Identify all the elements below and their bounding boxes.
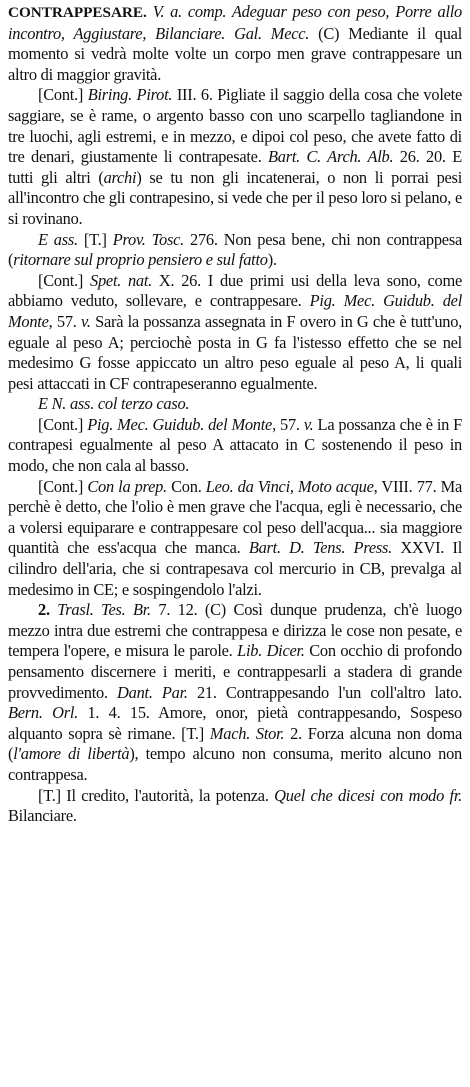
entry-text: Sarà la possanza assegnata in F overo in G che è tutt'uno, eguale al peso A; perciochè posta in G fa l'istesso effetto che se nel medesimo G fosse appiccato un altro peso eguale al peso A, li quali pesi attaccati in CF contrapeseranno egualmente. (8, 311, 462, 393)
citation-italic: Con la prep. (87, 476, 167, 496)
citation-italic: Adeguar peso con peso, Porre allo incontro, Aggiustare, Bilanciare. Gal. Mecc. (8, 2, 463, 43)
entry-text: , VIII. 77. Ma perchè è detto, che l'olio è men grave che l'acqua, egli è necessario, che a volersi equiparare e contrappesare col peso dell'acqua... sia maggiore quantità che ess'acqua che manca. (8, 476, 462, 558)
entry-paragraph (8, 394, 462, 415)
citation-italic: Prov. Tosc. (112, 229, 184, 249)
entry-text: [Cont.] (38, 85, 88, 105)
entry-text: (C) Mediante il qual momento si vedrà molte volte un corpo men grave contrappesare un altro di maggior gravità. (8, 23, 462, 84)
citation-italic: v. (81, 311, 91, 331)
entry-text: [T.] (77, 229, 113, 249)
citation-italic: Mach. Stor. (209, 723, 285, 743)
entry-text: Con. (166, 476, 206, 496)
citation-italic: E ass. (38, 229, 78, 249)
entry-paragraph (8, 477, 462, 601)
entry-text: III. 6. Pigliate il saggio della cosa che volete saggiare, se è rame, o argento basso con uno scarpello tagliandone in tre luochi, agli estremi, e in mezzo, e dipoi col peso, che avete fatto di tre denari, giustamente li contrapesate. (8, 85, 462, 167)
entry-text: [T.] Il credito, l'autorità, la potenza. (38, 785, 275, 805)
entry-text: Con occhio di profondo pensamento discernere i meriti, e contrappesarli a stadera di grande provvedimento. (8, 641, 462, 702)
citation-italic: Biring. Pirot. (87, 85, 173, 105)
entry-text: ), tempo alcuno non consuma, merito alcuno non contrappesa. (8, 744, 462, 784)
citation-italic: v. (303, 414, 314, 434)
citation-italic: Quel che dicesi con modo fr. (274, 785, 462, 805)
entry-paragraph (8, 271, 462, 395)
entry-paragraph (8, 415, 462, 477)
entry-paragraph (8, 230, 462, 271)
entry-text: Bilanciare. (8, 806, 77, 826)
entry-text: [Cont.] (38, 414, 88, 434)
citation-italic: Spet. nat. (90, 270, 153, 290)
entry-paragraph (8, 85, 462, 229)
entry-text: [Cont.] (38, 270, 91, 290)
entry-text: , 57. (48, 311, 82, 331)
citation-italic: Pig. Mec. Guidub. del Monte (87, 414, 273, 434)
citation-italic: Bern. Orl. (8, 703, 79, 723)
citation-italic: Pig. Mec. Guidub. del Monte (8, 291, 463, 331)
entry-paragraph (8, 786, 462, 827)
citation-italic: Dant. Par. (117, 682, 188, 702)
entry-text: 276. Non pesa bene, chi non contrappesa ( (8, 229, 462, 270)
entry-text: 2. (38, 600, 58, 620)
entry-text: 1. 4. 15. Amore, onor, pietà contrappesando, Sospeso alquanto sopra sè rimane. [T.] (8, 703, 462, 743)
entry-text: 21. Contrappesando l'un coll'altro lato. (187, 682, 462, 702)
entry-text: [Cont.] (38, 476, 88, 496)
headword: CONTRAPPESARE. (8, 4, 147, 21)
citation-italic: l'amore di libertà (13, 744, 130, 764)
entry-paragraph (8, 2, 462, 85)
citation-italic: archi (103, 167, 137, 187)
entry-text: 2. Forza alcuna non doma ( (8, 723, 462, 764)
entry-text: La possanza che è in F contrapesi egualmente al peso A attacato in C sostenendo il peso in modo, che non cala al basso. (8, 414, 463, 476)
entry-text: 7. 12. (C) Così dunque prudenza, ch'è luogo mezzo intra due estremi che contrappesa e dirizza le cose non pesate, e tempera l'opere, e misura le parole. (8, 600, 463, 661)
entry-text: ). (267, 250, 277, 270)
citation-italic: Bart. D. Tens. Press. (248, 538, 392, 558)
entry-paragraph (8, 600, 462, 785)
citation-italic: Lib. Dicer. (237, 641, 305, 661)
citation-italic: Trasl. Tes. Br. (57, 600, 151, 620)
entry-text: , 57. (272, 414, 304, 434)
entry-text: XXVI. Il cilindro dell'aria, che si contrapesava col mercurio in CB, prevalga al medesimo in CE; e sospingendolo l'alzi. (8, 538, 462, 599)
entry-text: 26. 20. E tutti gli altri ( (8, 147, 462, 187)
citation-italic: V. a. comp. (146, 2, 227, 21)
entry-text: X. 26. I due primi usi della leva sono, come abbiamo veduto, sollevare, e contrappesare. (8, 270, 462, 311)
citation-italic: ritornare sul proprio pensiero e sul fatto (13, 250, 268, 270)
citation-italic: Bart. C. Arch. Alb. (268, 147, 394, 167)
entry-text: ) se tu non gli incatenerai, o non li porrai pesi all'incontro che gli contrapesino, si vede che per il peso loro si pelano, e si rovinano. (8, 167, 462, 228)
citation-italic: Leo. da Vinci, Moto acque (205, 476, 374, 496)
citation-italic: E N. ass. col terzo caso. (38, 394, 190, 414)
